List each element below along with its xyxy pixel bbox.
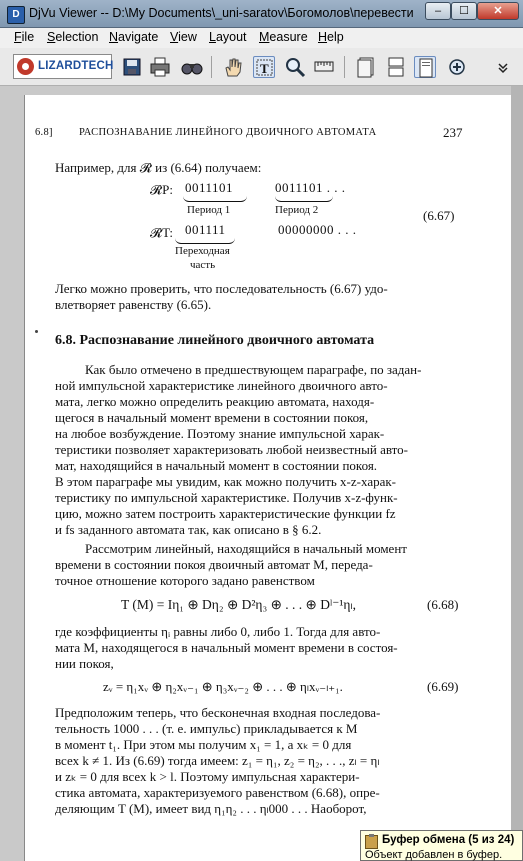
p2-line: точное отношение которого задано равенством	[55, 573, 315, 588]
p2-line: Рассмотрим линейный, находящийся в начальный момент	[85, 541, 407, 556]
text-select-icon[interactable]	[253, 56, 275, 78]
save-icon[interactable]	[121, 56, 143, 78]
menu-bar	[0, 28, 523, 48]
menu-file[interactable]: File	[14, 30, 35, 44]
p1-line: теристику по импульсной характеристике. Получив x-z-функ-	[55, 490, 398, 505]
window-title: DjVu Viewer -- D:\My Documents\_uni-saratov\Богомолов\перевести	[29, 6, 414, 20]
p4-line: деляющим T (M), имеет вид η₁η₂ . . . ηₗ000 . . . Наоборот,	[55, 801, 367, 816]
zoom-icon[interactable]	[284, 56, 306, 78]
menu-layout[interactable]: Layout	[209, 30, 247, 44]
equation-number-667: (6.67)	[423, 208, 455, 223]
period-2-label: Период 2	[275, 204, 319, 216]
zoom-in-icon[interactable]	[446, 56, 468, 78]
toolbar	[0, 48, 523, 86]
clipboard-notification-message: Объект добавлен в буфер.	[365, 849, 503, 861]
check-line-1: Легко можно проверить, что последовательность (6.67) удо-	[55, 281, 388, 296]
p1-line: В этом параграфе мы увидим, как можно получить x-z-харак-	[55, 474, 397, 489]
rp-label: 𝓡P:	[150, 182, 173, 197]
equation-668: T (M) = Iη₁ ⊕ Dη₂ ⊕ D²η₃ ⊕ . . . ⊕ Dˡ⁻¹ηₗ,	[121, 597, 357, 612]
print-icon[interactable]	[149, 56, 171, 78]
p4-line: тельность 1000 . . . (т. е. импульс) прикладывается к M	[55, 721, 358, 736]
single-page-icon[interactable]	[355, 56, 377, 78]
brace-period-2	[275, 196, 333, 202]
equation-number-669: (6.69)	[427, 679, 459, 694]
p4-line: всех k ≠ 1. Из (6.69) тогда имеем: z₁ = η₁, z₂ = η₂, . . ., zₗ = ηₗ	[55, 753, 380, 768]
clipboard-notification-title: Буфер обмена (5 из 24)	[382, 834, 515, 846]
p1-line: щегося в начальный момент времени в состоянии покоя,	[55, 410, 369, 425]
p3-line: нии покоя,	[55, 656, 114, 671]
vertical-scrollbar[interactable]	[511, 86, 523, 861]
close-button[interactable]: ✕	[477, 2, 519, 20]
p1-line: Как было отмечено в предшествующем параграфе, по задан-	[85, 362, 422, 377]
document-page[interactable]	[24, 95, 511, 861]
rt-seq-1: 001111	[185, 222, 226, 237]
p3-line: мата M, находящегося в начальный момент времени в состоя-	[55, 640, 398, 655]
svg-text:T: T	[260, 61, 269, 76]
menu-selection[interactable]: Selection	[47, 30, 99, 44]
example-intro: Например, для 𝓡 из (6.64) получаем:	[55, 160, 262, 175]
p1-line: на любое возбуждение. Поэтому знание импульсной харак-	[55, 426, 385, 441]
p2-line: времени в состоянии покоя двоичный автомат M, переда-	[55, 557, 373, 572]
menu-help[interactable]: Help	[318, 30, 344, 44]
p1-line: и fs заданного автомата так, как описано в § 6.2.	[55, 522, 322, 537]
section-heading: 6.8. Распознавание линейного двоичного автомата	[55, 333, 375, 348]
menu-navigate[interactable]: Navigate	[109, 30, 159, 44]
find-icon[interactable]	[181, 56, 203, 78]
p4-line: стика автомата, характеризуемого равенством (6.68), опре-	[55, 785, 380, 800]
running-head-section: 6.8]	[35, 127, 53, 138]
toolbar-separator	[211, 56, 212, 78]
transient-label-1: Переходная	[175, 245, 230, 257]
continuous-icon[interactable]	[385, 56, 407, 78]
menu-view[interactable]: View	[170, 30, 197, 44]
p1-line: ной импульсной характеристике линейного двоичного авто-	[55, 378, 388, 393]
title-bar[interactable]	[0, 0, 523, 28]
p4-line: Предположим теперь, что бесконечная входная последова-	[55, 705, 381, 720]
page-number: 237	[443, 125, 463, 140]
maximize-button[interactable]: ☐	[451, 2, 477, 20]
p1-line: цию, можно затем построить характеристические функции fz	[55, 506, 396, 521]
rt-label: 𝓡T:	[150, 225, 174, 240]
logo-text: LIZARDTECH	[38, 60, 114, 72]
clipboard-notification[interactable]	[360, 830, 523, 861]
ruler-icon[interactable]	[313, 56, 335, 78]
minimize-button[interactable]: –	[425, 2, 451, 20]
check-line-2: влетворяет равенству (6.65).	[55, 297, 212, 312]
margin-dot	[35, 330, 38, 333]
p4-line: в момент t₁. При этом мы получим x₁ = 1, а xₖ = 0 для	[55, 737, 352, 752]
rp-seq-1: 0011101	[185, 180, 234, 195]
p1-line: мат, находящийся в начальный момент в состоянии покоя.	[55, 458, 378, 473]
brace-transient	[175, 238, 235, 244]
lizardtech-logo-icon	[17, 58, 34, 75]
running-head-title: РАСПОЗНАВАНИЕ ЛИНЕЙНОГО ДВОИЧНОГО АВТОМАТА	[79, 127, 377, 138]
equation-number-668: (6.68)	[427, 597, 459, 612]
brace-period-1	[183, 196, 247, 202]
clipboard-icon	[365, 835, 378, 849]
p1-line: мата, легко можно определить реакцию автомата, находя-	[55, 394, 375, 409]
lizardtech-logo[interactable]	[13, 54, 112, 79]
rp-seq-2: 0011101 . . .	[275, 180, 346, 195]
period-1-label: Период 1	[187, 204, 231, 216]
overflow-icon[interactable]	[492, 56, 514, 78]
djvu-app-icon[interactable]: D	[7, 6, 25, 24]
toolbar-separator	[344, 56, 345, 78]
hand-icon[interactable]	[222, 56, 244, 78]
transient-label-2: часть	[190, 259, 216, 271]
fit-page-icon[interactable]	[414, 56, 436, 78]
p3-line: где коэффициенты ηᵢ равны либо 0, либо 1. Тогда для авто-	[55, 624, 381, 639]
p4-line: и zₖ = 0 для всех k > l. Поэтому импульсная характери-	[55, 769, 360, 784]
menu-measure[interactable]: Measure	[259, 30, 308, 44]
rt-seq-2: 00000000 . . .	[278, 222, 357, 237]
equation-669: zᵥ = η₁xᵥ ⊕ η₂xᵥ₋₁ ⊕ η₃xᵥ₋₂ ⊕ . . . ⊕ ηₗxᵥ₋ₗ₊₁.	[103, 679, 343, 694]
p1-line: теристики позволяет характеризовать любой неизвестный авто-	[55, 442, 408, 457]
